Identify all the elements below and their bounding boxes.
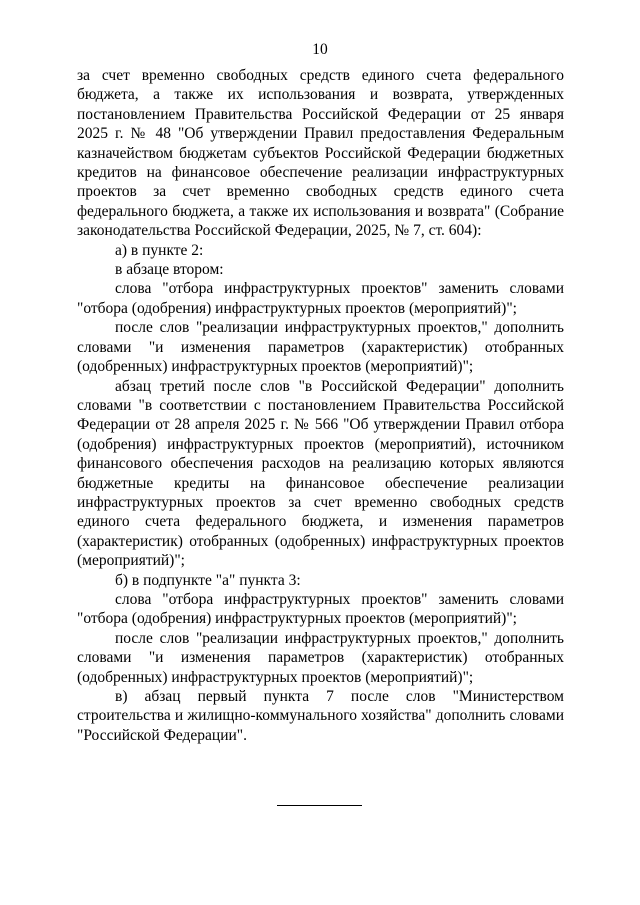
paragraph-abzats-tretiy: абзац третий после слов "в Российской Федерации" дополнить словами "в соответствии с постановлением Правительства Российской Федерации от 28 апреля 2025 г. № 566 "Об утверждении Правил отбора (одобрения) инфраструктурных проектов (мероприятий), источником финансового обеспечения расходов на реализацию которых являются бюджетные кредиты на финансовое обеспечение реализации инфраструктурных проектов за счет временно свободных средств единого счета федерального бюджета, и изменения параметров (характеристик) отобранных (одобренных) инфраструктурных проектов (мероприятий)"; [77,377,564,570]
paragraph-item-a: а) в пункте 2: [115,241,204,259]
paragraph-supplement-words-2: после слов "реализации инфраструктурных проектов," дополнить словами "и изменения параметров (характеристик) отобранных (одобренных) инфраструктурных проектов (мероприятий)"; [77,629,564,686]
paragraph-item-b: б) в подпункте "а" пункта 3: [115,571,301,589]
page-number: 10 [312,41,328,58]
paragraph-abzats-vtoroy: в абзаце втором: [115,261,224,279]
end-separator-line [277,805,362,806]
document-body [77,66,564,745]
paragraph-supplement-words-1: после слов "реализации инфраструктурных проектов," дополнить словами "и изменения параметров (характеристик) отобранных (одобренных) инфраструктурных проектов (мероприятий)"; [77,319,564,376]
paragraph-item-v: в) абзац первый пункта 7 после слов "Министерством строительства и жилищно-коммунального хозяйства" дополнить словами "Российской Федерации". [77,688,564,744]
paragraph-replace-words-2: слова "отбора инфраструктурных проектов" заменить словами "отбора (одобрения) инфраструктурных проектов (мероприятий)"; [77,590,564,628]
paragraph-intro-continuation: за счет временно свободных средств единого счета федерального бюджета, а также их использования и возврата, утвержденных постановлением Правительства Российской Федерации от 25 января 2025 г. № 48 "Об утверждении Правил предоставления Федеральным казначейством бюджетам субъектов Российской Федерации бюджетных кредитов на финансовое обеспечение реализации инфраструктурных проектов за счет временно свободных средств единого счета федерального бюджета, а также их использования и возврата" (Собрание законодательства Российской Федерации, 2025, № 7, ст. 604): [77,67,564,240]
paragraph-replace-words-1: слова "отбора инфраструктурных проектов" заменить словами "отбора (одобрения) инфраструктурных проектов (мероприятий)"; [77,280,564,317]
